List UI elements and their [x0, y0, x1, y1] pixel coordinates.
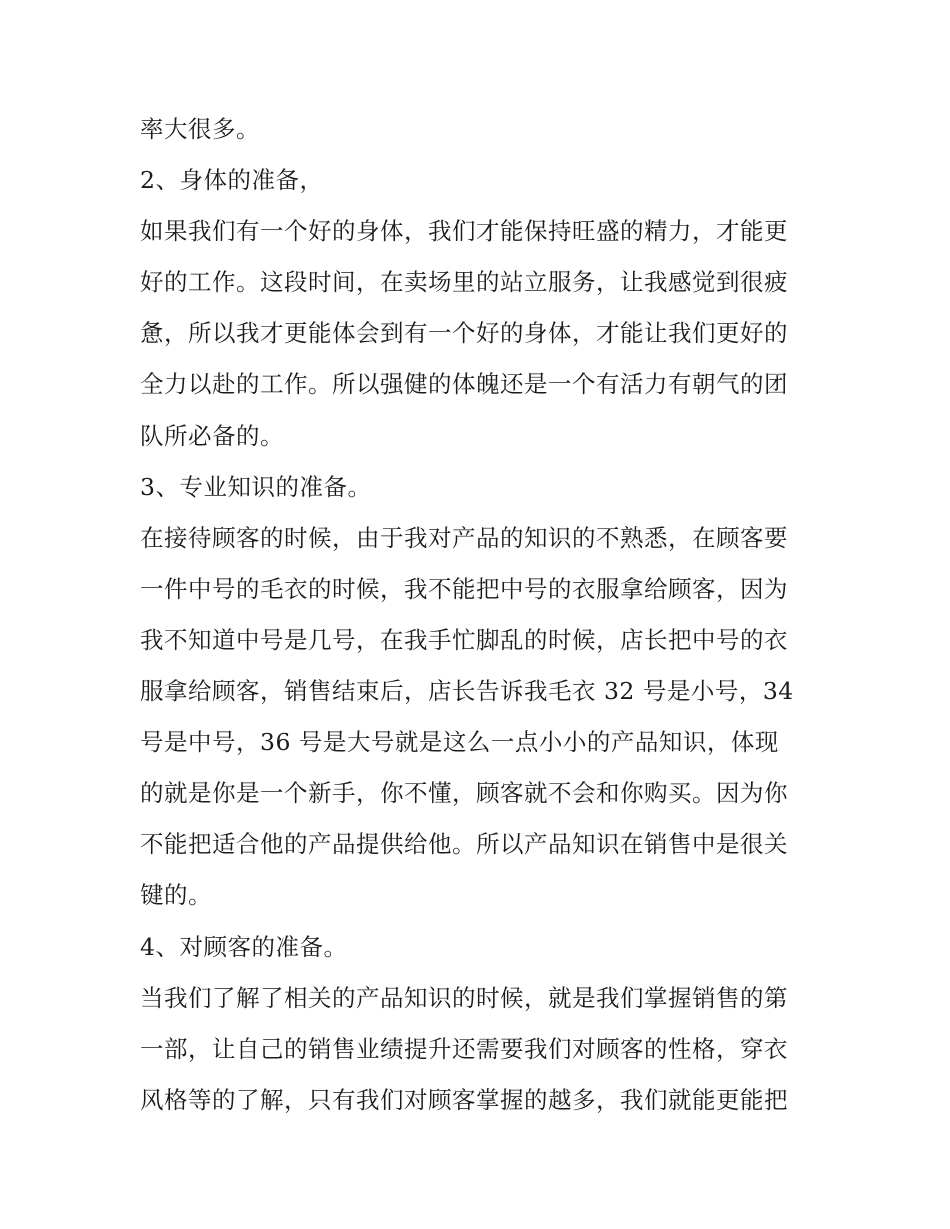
text-line: 我不知道中号是几号，在我手忙脚乱的时候，店长把中号的衣 — [140, 625, 788, 654]
text-line: 不能把适合他的产品提供给他。所以产品知识在销售中是很关 — [140, 830, 788, 859]
section-heading-knowledge: 3、专业知识的准备。 — [140, 472, 372, 501]
section-heading-body: 2、身体的准备， — [140, 166, 324, 195]
text-line: 在接待顾客的时候，由于我对产品的知识的不熟悉，在顾客要 — [140, 523, 788, 552]
text-line: 率大很多。 — [140, 115, 260, 143]
text-line: 一件中号的毛衣的时候，我不能把中号的衣服拿给顾客，因为 — [140, 574, 788, 603]
text-line: 键的。 — [140, 881, 212, 910]
text-line: 风格等的了解，只有我们对顾客掌握的越多，我们就能更能把 — [140, 1085, 788, 1114]
text-line: 服拿给顾客，销售结束后，店长告诉我毛衣 32 号是小号，34 — [140, 677, 794, 706]
text-line: 全力以赴的工作。所以强健的体魄还是一个有活力有朝气的团 — [140, 370, 788, 399]
text-line: 号是中号，36 号是大号就是这么一点小小的产品知识，体现 — [140, 728, 779, 757]
text-line: 如果我们有一个好的身体，我们才能保持旺盛的精力，才能更 — [140, 217, 788, 246]
text-line: 一部，让自己的销售业绩提升还需要我们对顾客的性格，穿衣 — [140, 1034, 788, 1063]
section-heading-customers: 4、对顾客的准备。 — [140, 932, 348, 961]
text-line: 的就是你是一个新手，你不懂，顾客就不会和你购买。因为你 — [140, 779, 788, 808]
text-line: 队所必备的。 — [140, 421, 284, 450]
text-line: 当我们了解了相关的产品知识的时候，就是我们掌握销售的第 — [140, 983, 788, 1012]
text-line: 惫，所以我才更能体会到有一个好的身体，才能让我们更好的 — [140, 319, 788, 348]
body-text — [140, 104, 820, 1126]
text-line: 好的工作。这段时间，在卖场里的站立服务，让我感觉到很疲 — [140, 268, 788, 297]
